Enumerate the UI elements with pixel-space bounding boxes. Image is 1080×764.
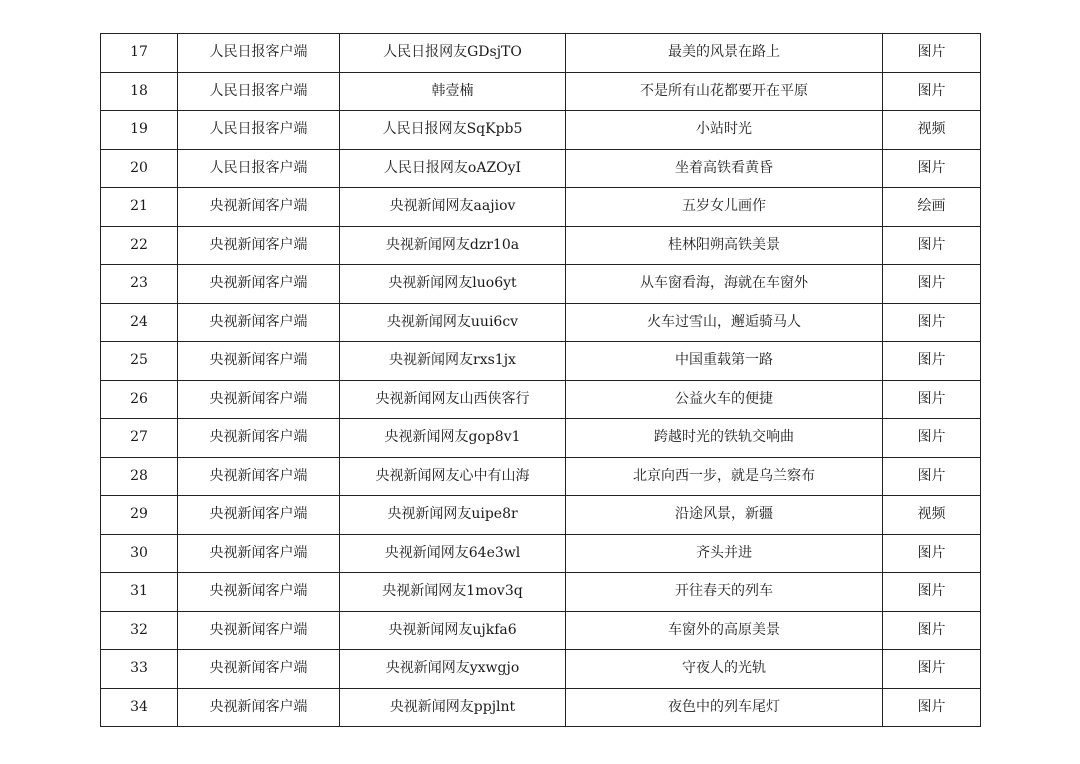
cell-source: 央视新闻客户端 bbox=[178, 188, 340, 227]
cell-author: 央视新闻网友山西侠客行 bbox=[340, 380, 566, 419]
cell-title: 齐头并进 bbox=[566, 534, 883, 573]
cell-author: 央视新闻网友yxwgjo bbox=[340, 650, 566, 689]
table-row bbox=[101, 457, 981, 496]
cell-number: 32 bbox=[101, 611, 178, 650]
cell-type: 绘画 bbox=[883, 188, 981, 227]
cell-author: 央视新闻网友aajiov bbox=[340, 188, 566, 227]
cell-source: 人民日报客户端 bbox=[178, 34, 340, 73]
cell-number: 31 bbox=[101, 573, 178, 612]
cell-number: 34 bbox=[101, 688, 178, 727]
cell-source: 央视新闻客户端 bbox=[178, 573, 340, 612]
cell-number: 19 bbox=[101, 111, 178, 150]
cell-author: 央视新闻网友rxs1jx bbox=[340, 342, 566, 381]
table-row bbox=[101, 72, 981, 111]
cell-author: 央视新闻网友64e3wl bbox=[340, 534, 566, 573]
cell-source: 央视新闻客户端 bbox=[178, 611, 340, 650]
cell-title: 坐着高铁看黄昏 bbox=[566, 149, 883, 188]
cell-type: 图片 bbox=[883, 149, 981, 188]
cell-title: 桂林阳朔高铁美景 bbox=[566, 226, 883, 265]
cell-title: 从车窗看海，海就在车窗外 bbox=[566, 265, 883, 304]
entries-table bbox=[100, 33, 981, 727]
cell-type: 图片 bbox=[883, 34, 981, 73]
table-row bbox=[101, 342, 981, 381]
cell-number: 25 bbox=[101, 342, 178, 381]
table-row bbox=[101, 688, 981, 727]
cell-type: 图片 bbox=[883, 573, 981, 612]
cell-number: 23 bbox=[101, 265, 178, 304]
table-row bbox=[101, 226, 981, 265]
cell-author: 央视新闻网友ujkfa6 bbox=[340, 611, 566, 650]
table-row bbox=[101, 611, 981, 650]
cell-source: 央视新闻客户端 bbox=[178, 457, 340, 496]
cell-title: 小站时光 bbox=[566, 111, 883, 150]
cell-type: 图片 bbox=[883, 265, 981, 304]
cell-title: 五岁女儿画作 bbox=[566, 188, 883, 227]
cell-author: 央视新闻网友luo6yt bbox=[340, 265, 566, 304]
cell-source: 央视新闻客户端 bbox=[178, 303, 340, 342]
cell-source: 人民日报客户端 bbox=[178, 111, 340, 150]
cell-type: 图片 bbox=[883, 380, 981, 419]
cell-author: 人民日报网友SqKpb5 bbox=[340, 111, 566, 150]
cell-number: 17 bbox=[101, 34, 178, 73]
table-row bbox=[101, 534, 981, 573]
cell-title: 夜色中的列车尾灯 bbox=[566, 688, 883, 727]
entries-table-body bbox=[101, 34, 981, 727]
cell-title: 最美的风景在路上 bbox=[566, 34, 883, 73]
cell-source: 央视新闻客户端 bbox=[178, 650, 340, 689]
table-row bbox=[101, 303, 981, 342]
table-row bbox=[101, 111, 981, 150]
cell-title: 中国重载第一路 bbox=[566, 342, 883, 381]
cell-source: 人民日报客户端 bbox=[178, 72, 340, 111]
cell-source: 央视新闻客户端 bbox=[178, 688, 340, 727]
cell-source: 人民日报客户端 bbox=[178, 149, 340, 188]
table-row bbox=[101, 34, 981, 73]
cell-title: 跨越时光的铁轨交响曲 bbox=[566, 419, 883, 458]
cell-type: 图片 bbox=[883, 303, 981, 342]
cell-source: 央视新闻客户端 bbox=[178, 342, 340, 381]
cell-author: 央视新闻网友心中有山海 bbox=[340, 457, 566, 496]
cell-title: 公益火车的便捷 bbox=[566, 380, 883, 419]
cell-title: 火车过雪山，邂逅骑马人 bbox=[566, 303, 883, 342]
cell-type: 图片 bbox=[883, 534, 981, 573]
cell-type: 图片 bbox=[883, 226, 981, 265]
cell-title: 沿途风景，新疆 bbox=[566, 496, 883, 535]
table-row bbox=[101, 496, 981, 535]
cell-type: 图片 bbox=[883, 342, 981, 381]
table-row bbox=[101, 650, 981, 689]
cell-source: 央视新闻客户端 bbox=[178, 380, 340, 419]
cell-title: 车窗外的高原美景 bbox=[566, 611, 883, 650]
table-row bbox=[101, 419, 981, 458]
cell-number: 33 bbox=[101, 650, 178, 689]
cell-number: 29 bbox=[101, 496, 178, 535]
cell-type: 图片 bbox=[883, 72, 981, 111]
cell-title: 不是所有山花都要开在平原 bbox=[566, 72, 883, 111]
cell-number: 28 bbox=[101, 457, 178, 496]
cell-author: 央视新闻网友dzr10a bbox=[340, 226, 566, 265]
cell-title: 开往春天的列车 bbox=[566, 573, 883, 612]
table-row bbox=[101, 188, 981, 227]
table-row bbox=[101, 265, 981, 304]
cell-source: 央视新闻客户端 bbox=[178, 419, 340, 458]
cell-number: 30 bbox=[101, 534, 178, 573]
cell-type: 图片 bbox=[883, 650, 981, 689]
cell-source: 央视新闻客户端 bbox=[178, 534, 340, 573]
cell-author: 央视新闻网友gop8v1 bbox=[340, 419, 566, 458]
cell-number: 20 bbox=[101, 149, 178, 188]
cell-author: 央视新闻网友ppjlnt bbox=[340, 688, 566, 727]
cell-type: 视频 bbox=[883, 496, 981, 535]
cell-type: 图片 bbox=[883, 611, 981, 650]
cell-author: 人民日报网友oAZOyI bbox=[340, 149, 566, 188]
cell-author: 央视新闻网友uipe8r bbox=[340, 496, 566, 535]
table-row bbox=[101, 149, 981, 188]
cell-number: 24 bbox=[101, 303, 178, 342]
cell-type: 图片 bbox=[883, 457, 981, 496]
cell-author: 央视新闻网友uui6cv bbox=[340, 303, 566, 342]
cell-type: 图片 bbox=[883, 419, 981, 458]
cell-source: 央视新闻客户端 bbox=[178, 226, 340, 265]
cell-number: 18 bbox=[101, 72, 178, 111]
cell-number: 27 bbox=[101, 419, 178, 458]
table-row bbox=[101, 380, 981, 419]
cell-type: 图片 bbox=[883, 688, 981, 727]
cell-author: 韩壹楠 bbox=[340, 72, 566, 111]
cell-title: 守夜人的光轨 bbox=[566, 650, 883, 689]
cell-source: 央视新闻客户端 bbox=[178, 496, 340, 535]
table-row bbox=[101, 573, 981, 612]
cell-type: 视频 bbox=[883, 111, 981, 150]
cell-number: 21 bbox=[101, 188, 178, 227]
cell-number: 26 bbox=[101, 380, 178, 419]
cell-number: 22 bbox=[101, 226, 178, 265]
cell-source: 央视新闻客户端 bbox=[178, 265, 340, 304]
cell-title: 北京向西一步，就是乌兰察布 bbox=[566, 457, 883, 496]
cell-author: 央视新闻网友1mov3q bbox=[340, 573, 566, 612]
cell-author: 人民日报网友GDsjTO bbox=[340, 34, 566, 73]
